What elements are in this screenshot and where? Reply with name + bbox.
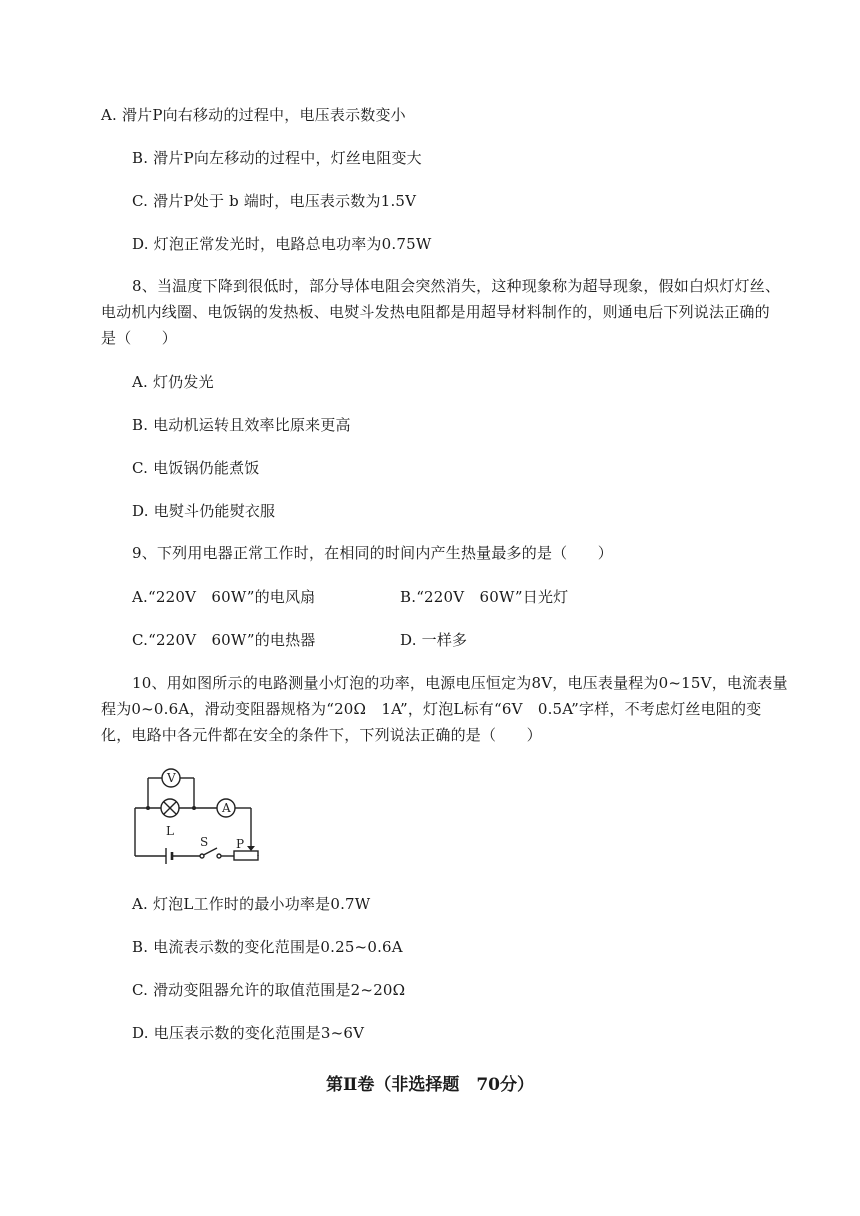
q8-option-d: D. 电熨斗仍能熨衣服 [132,502,276,520]
q10-option-b: B. 电流表示数的变化范围是0.25~0.6A [132,938,403,956]
q10-stem-line3: 化，电路中各元件都在安全的条件下，下列说法正确的是（ ） [101,726,542,744]
q10-option-a: A. 灯泡L工作时的最小功率是0.7W [132,895,371,913]
q7-option-a: A. 滑片P向右移动的过程中，电压表示数变小 [101,106,406,124]
ammeter-label: A [222,801,231,815]
switch-blade [204,848,218,855]
section-heading: 第Ⅱ卷（非选择题 70分） [326,1075,534,1095]
q7-option-b: B. 滑片P向左移动的过程中，灯丝电阻变大 [132,149,422,167]
q8-option-c: C. 电饭锅仍能煮饭 [132,459,260,477]
q10-stem-line1: 10、用如图所示的电路测量小灯泡的功率，电源电压恒定为8V，电压表量程为0~15V，电流表量 [132,674,788,692]
slider-arrow [247,846,255,851]
q9-option-b: B.“220V 60W”日光灯 [400,588,569,606]
rheostat-body [234,851,258,860]
q8-stem-line3: 是（ ） [101,329,178,347]
voltmeter-label: V [167,771,176,785]
circuit-diagram [130,766,265,866]
q9-option-c: C.“220V 60W”的电热器 [132,631,316,649]
q8-stem-line2: 电动机内线圈、电饭锅的发热板、电熨斗发热电阻都是用超导材料制作的，则通电后下列说法正确的 [101,303,770,321]
q10-option-d: D. 电压表示数的变化范围是3~6V [132,1024,365,1042]
q9-option-a: A.“220V 60W”的电风扇 [132,588,316,606]
q8-option-a: A. 灯仍发光 [132,373,214,391]
switch-label: S [200,835,209,849]
q9-stem: 9、下列用电器正常工作时，在相同的时间内产生热量最多的是（ ） [132,544,613,562]
lamp-label: L [166,824,174,838]
q9-option-d: D. 一样多 [400,631,468,649]
slider-label: P [236,837,245,851]
q7-option-d: D. 灯泡正常发光时，电路总电功率为0.75W [132,235,432,253]
q8-option-b: B. 电动机运转且效率比原来更高 [132,416,351,434]
q8-stem-line1: 8、当温度下降到很低时，部分导体电阻会突然消失，这种现象称为超导现象，假如白炽灯灯丝、 [132,277,781,295]
q10-option-c: C. 滑动变阻器允许的取值范围是2~20Ω [132,981,406,999]
q10-stem-line2: 程为0~0.6A，滑动变阻器规格为“20Ω 1A”，灯泡L标有“6V 0.5A”字样，不考虑灯丝电阻的变 [101,700,762,718]
q7-option-c: C. 滑片P处于 b 端时，电压表示数为1.5V [132,192,417,210]
